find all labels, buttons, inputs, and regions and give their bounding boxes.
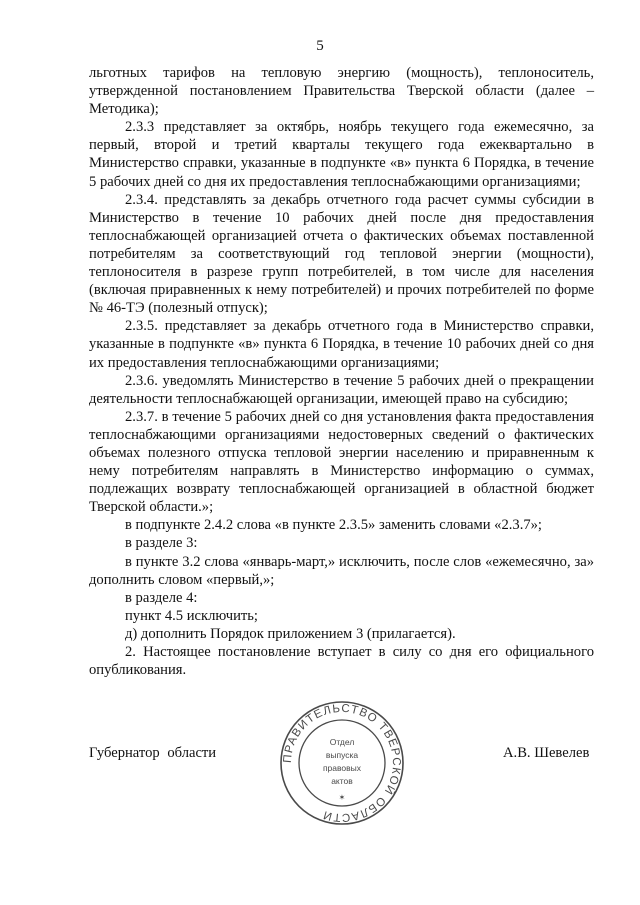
stamp-text-line1: Отдел — [329, 737, 355, 747]
stamp-star-icon: ✶ — [338, 793, 346, 802]
paragraph-section-4: в разделе 4: — [125, 589, 198, 606]
paragraph-effective-date: 2. Настоящее постановление вступает в силу со дня его официального опубликования. — [89, 644, 594, 679]
paragraph-continuation: льготных тарифов на тепловую энергию (мощность), теплоноситель, утвержденной постановлением Правительства Тверской области (далее – Методика); — [89, 65, 594, 118]
official-stamp — [279, 700, 405, 826]
stamp-text-line4: актов — [331, 776, 353, 786]
paragraph-2-3-6: 2.3.6. уведомлять Министерство в течение 5 рабочих дней о прекращении деятельности теплоснабжающей организации, имеющей право на субсидию; — [89, 372, 594, 407]
document-body — [89, 64, 594, 679]
paragraph-item-d: д) дополнить Порядок приложением 3 (прилагается). — [125, 625, 456, 642]
page-number: 5 — [316, 38, 324, 54]
stamp-text-line2: выпуска — [325, 750, 359, 760]
paragraph-2-3-7: 2.3.7. в течение 5 рабочих дней со дня установления факта предоставления теплоснабжающими организациями недостоверных сведений о фактических объемах полезного отпуска тепловой энергии населению и приравненным к нему потребителям направлять в Министерство информацию о суммах, подлежащих возврату теплоснабжающей организацией в областной бюджет Тверской области.»; — [89, 408, 594, 516]
paragraph-section-3: в разделе 3: — [125, 535, 198, 552]
paragraph-amend-4-5: пункт 4.5 исключить; — [125, 607, 258, 624]
paragraph-2-3-3: 2.3.3 представляет за октябрь, ноябрь текущего года ежемесячно, за первый, второй и третий кварталы текущего года ежеквартально в Министерство справки, указанные в подпункте «в» пункта 6 Порядка, в течение 5 рабочих дней со дня их предоставления теплоснабжающими организациями; — [89, 119, 594, 190]
paragraph-amend-3-2: в пункте 3.2 слова «январь-март,» исключить, после слов «ежемесячно, за» дополнить словом «первый,»; — [89, 553, 594, 588]
paragraph-2-3-4: 2.3.4. представлять за декабрь отчетного года расчет суммы субсидии в Министерство в течение 10 рабочих дней после дня предоставления теплоснабжающей организацией отчета о фактических объемах поставленной потребителям за соответствующий год тепловой энергии (мощности), теплоносителя в разрезе групп потребителей, в том числе для населения (включая приравненных к нему потребителей) и прочих потребителей по форме № 46-ТЭ (полезный отпуск); — [89, 191, 594, 317]
signatory-name: А.В. Шевелев — [503, 745, 590, 761]
paragraph-amend-2-4-2: в подпункте 2.4.2 слова «в пункте 2.3.5» заменить словами «2.3.7»; — [125, 517, 542, 534]
signatory-position: Губернатор области — [89, 745, 217, 761]
paragraph-2-3-5: 2.3.5. представляет за декабрь отчетного года в Министерство справки, указанные в подпункте «в» пункта 6 Порядка, в течение 10 рабочих дней со дня их предоставления теплоснабжающими организациями; — [89, 318, 594, 371]
stamp-ring-text: ПРАВИТЕЛЬСТВО ТВЕРСКОЙ ОБЛАСТИ — [281, 702, 403, 824]
stamp-text-line3: правовых — [322, 763, 362, 773]
